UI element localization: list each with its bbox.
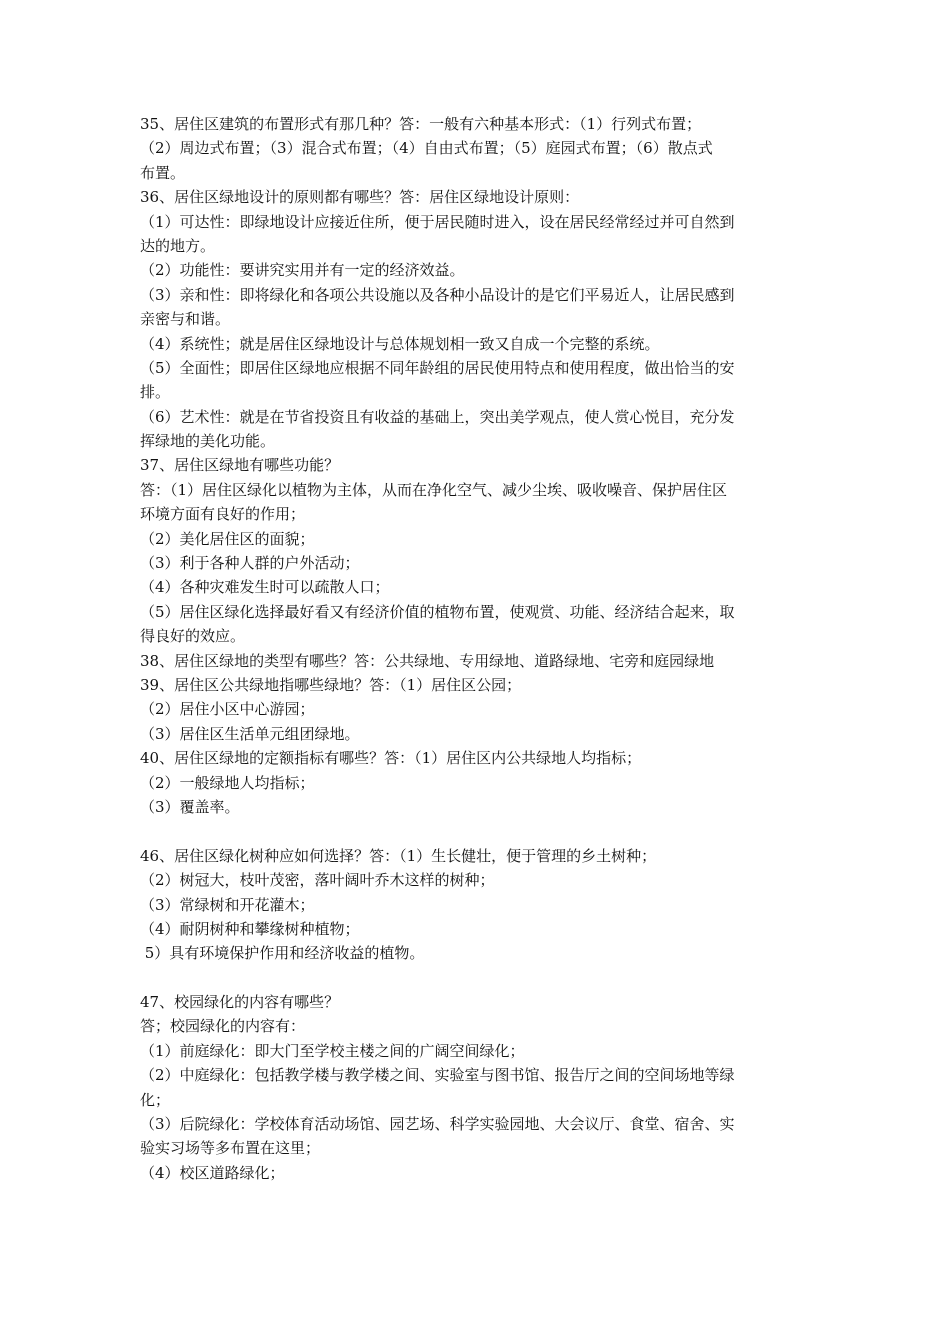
- q39-line-1: 39、居住区公共绿地指哪些绿地？答：（1）居住区公园；: [140, 675, 522, 694]
- q37-line-8: 得良好的效应。: [140, 627, 246, 646]
- q37-line-2: 答：（1）居住区绿化以植物为主体，从而在净化空气、减少尘埃、吸收噪音、保护居住区: [140, 480, 728, 499]
- q36-line-6: 亲密与和谐。: [140, 310, 231, 329]
- q37-line-7: （5）居住区绿化选择最好看又有经济价值的植物布置，使观赏、功能、经济结合起来，取: [140, 602, 735, 621]
- q47-line-6: （3）后院绿化：学校体育活动场馆、园艺场、科学实验园地、大会议厅、食堂、宿舍、实: [140, 1115, 735, 1134]
- q47-line-8: （4）校区道路绿化；: [140, 1163, 285, 1182]
- q36-line-8: （5）全面性；即居住区绿地应根据不同年龄组的居民使用特点和使用程度，做出恰当的安: [140, 358, 735, 377]
- q35-line-3: 布置。: [140, 163, 186, 182]
- q47-line-3: （1）前庭绿化：即大门至学校主楼之间的广阔空间绿化；: [140, 1041, 525, 1060]
- q46-line-5: 5）具有环境保护作用和经济收益的植物。: [140, 944, 425, 963]
- q36-line-10: （6）艺术性：就是在节省投资且有收益的基础上，突出美学观点，使人赏心悦目，充分发: [140, 407, 735, 426]
- q37-line-4: （2）美化居住区的面貌；: [140, 529, 315, 548]
- q40-line-2: （2）一般绿地人均指标；: [140, 773, 315, 792]
- q36-line-11: 挥绿地的美化功能。: [140, 432, 276, 451]
- q46-line-3: （3）常绿树和开花灌木；: [140, 895, 315, 914]
- q36-line-2: （1）可达性：即绿地设计应接近住所，便于居民随时进入，设在居民经常经过并可自然到: [140, 212, 735, 231]
- q47-line-2: 答；校园绿化的内容有：: [140, 1017, 306, 1036]
- q47-line-4: （2）中庭绿化：包括教学楼与教学楼之间、实验室与图书馆、报告厅之间的空间场地等绿: [140, 1066, 735, 1085]
- q39-line-2: （2）居住小区中心游园；: [140, 700, 315, 719]
- q40-line-3: （3）覆盖率。: [140, 797, 240, 816]
- blank-line: [140, 819, 820, 843]
- q37-line-3: 环境方面有良好的作用；: [140, 505, 306, 524]
- document-page: [140, 112, 820, 1185]
- q35-line-2: （2）周边式布置；（3）混合式布置；（4）自由式布置；（5）庭园式布置；（6）散点式: [140, 139, 713, 158]
- q46-line-1: 46、居住区绿化树种应如何选择？答：（1）生长健壮，便于管理的乡土树种；: [140, 846, 657, 865]
- q37-line-1: 37、居住区绿地有哪些功能？: [140, 456, 340, 475]
- q37-line-6: （4）各种灾难发生时可以疏散人口；: [140, 578, 390, 597]
- q35-line-1: 35、居住区建筑的布置形式有那几种？答：一般有六种基本形式：（1）行列式布置；: [140, 115, 702, 133]
- q46-line-4: （4）耐阴树种和攀缘树种植物；: [140, 919, 360, 938]
- q37-line-5: （3）利于各种人群的户外活动；: [140, 554, 360, 573]
- q36-line-4: （2）功能性：要讲究实用并有一定的经济效益。: [140, 261, 465, 280]
- q36-line-1: 36、居住区绿地设计的原则都有哪些？答：居住区绿地设计原则：: [140, 188, 580, 207]
- q36-line-5: （3）亲和性：即将绿化和各项公共设施以及各种小品设计的是它们平易近人，让居民感到: [140, 285, 735, 304]
- q36-line-9: 排。: [140, 383, 171, 402]
- blank-line: [140, 966, 820, 990]
- q46-line-2: （2）树冠大，枝叶茂密，落叶阔叶乔木这样的树种；: [140, 871, 495, 890]
- q47-line-1: 47、校园绿化的内容有哪些？: [140, 993, 340, 1012]
- q47-line-7: 验实习场等多布置在这里；: [140, 1139, 321, 1158]
- q38-line-1: 38、居住区绿地的类型有哪些？答：公共绿地、专用绿地、道路绿地、宅旁和庭园绿地: [140, 651, 715, 670]
- q39-line-3: （3）居住区生活单元组团绿地。: [140, 724, 360, 743]
- q36-line-3: 达的地方。: [140, 236, 216, 255]
- q40-line-1: 40、居住区绿地的定额指标有哪些？答：（1）居住区内公共绿地人均指标；: [140, 749, 642, 768]
- q36-line-7: （4）系统性；就是居住区绿地设计与总体规划相一致又自成一个完整的系统。: [140, 334, 660, 353]
- q47-line-5: 化；: [140, 1090, 171, 1109]
